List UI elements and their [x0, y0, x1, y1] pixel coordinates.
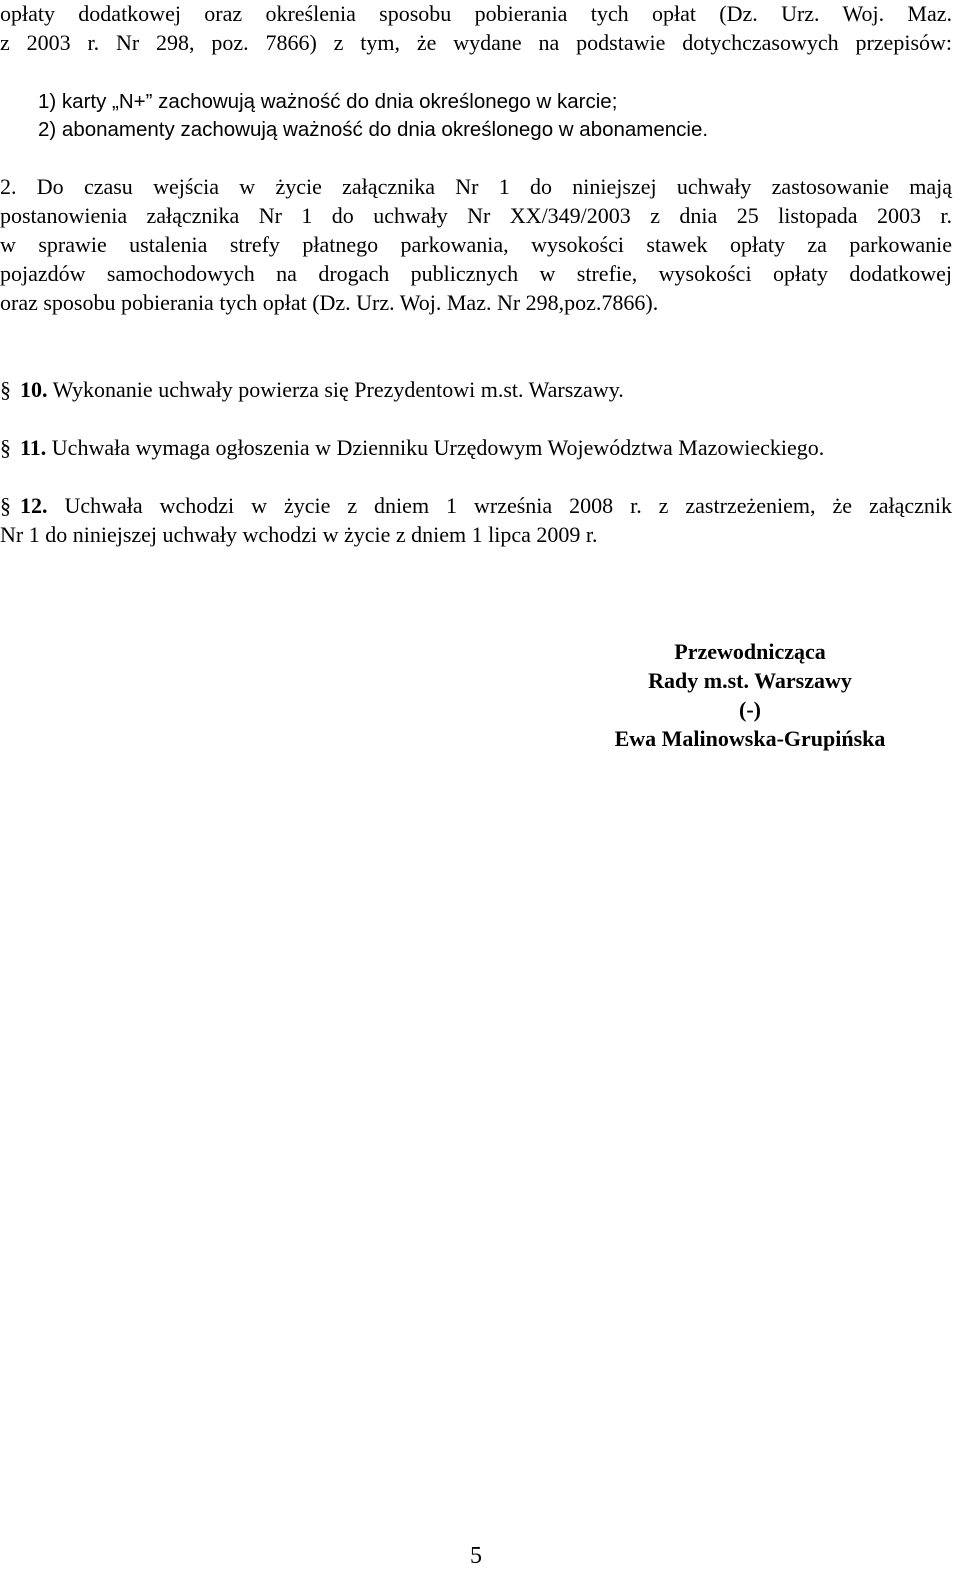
signature-name: Ewa Malinowska-Grupińska — [614, 726, 886, 751]
list-item-abonamenty: 2) abonamenty zachowują ważność do dnia określonego w abonamencie. — [38, 118, 709, 141]
signature-mark: (-) — [739, 697, 761, 722]
intro-line-2: z 2003 r. Nr 298, poz. 7866) z tym, że wydane na podstawie dotychczasowych przepisów: — [0, 30, 952, 55]
point-2-line-5: oraz sposobu pobierania tych opłat (Dz. Urz. Woj. Maz. Nr 298,poz.7866). — [0, 290, 659, 315]
page-number: 5 — [470, 1543, 482, 1569]
section-12-line-1 — [0, 492, 952, 520]
intro-line-1: opłaty dodatkowej oraz określenia sposobu pobierania tych opłat (Dz. Urz. Woj. Maz. — [0, 1, 952, 26]
signature-title: Przewodnicząca — [674, 639, 826, 664]
section-11 — [0, 434, 824, 462]
section-11-text: Uchwała wymaga ogłoszenia w Dzienniku Urzędowym Województwa Mazowieckiego. — [46, 435, 825, 460]
point-2-line-2: postanowienia załącznika Nr 1 do uchwały Nr XX/349/2003 z dnia 25 listopada 2003 r. — [0, 203, 952, 228]
section-10-text: Wykonanie uchwały powierza się Prezydentowi m.st. Warszawy. — [47, 377, 624, 402]
section-10-number: 10. — [20, 377, 48, 402]
section-12-number: 12. — [20, 493, 48, 518]
list-item-karty: 1) karty „N+” zachowują ważność do dnia określonego w karcie; — [38, 90, 618, 113]
point-2-line-3: w sprawie ustalenia strefy płatnego parkowania, wysokości stawek opłaty za parkowanie — [0, 232, 952, 257]
section-12-line-2: Nr 1 do niniejszej uchwały wchodzi w życie z dniem 1 lipca 2009 r. — [0, 522, 598, 547]
point-2-line-4: pojazdów samochodowych na drogach publicznych w strefie, wysokości opłaty dodatkowej — [0, 261, 952, 286]
paragraph-sign-icon: § — [0, 493, 11, 518]
section-12-text-line-1: Uchwała wchodzi w życie z dniem 1 września 2008 r. z zastrzeżeniem, że załącznik — [47, 493, 952, 518]
signature-body: Rady m.st. Warszawy — [648, 668, 852, 693]
paragraph-sign-icon: § — [0, 377, 11, 402]
section-10 — [0, 376, 624, 404]
paragraph-sign-icon: § — [0, 435, 11, 460]
section-11-number: 11. — [20, 435, 47, 460]
point-2-line-1: 2. Do czasu wejścia w życie załącznika Nr 1 do niniejszej uchwały zastosowanie mają — [0, 174, 952, 199]
